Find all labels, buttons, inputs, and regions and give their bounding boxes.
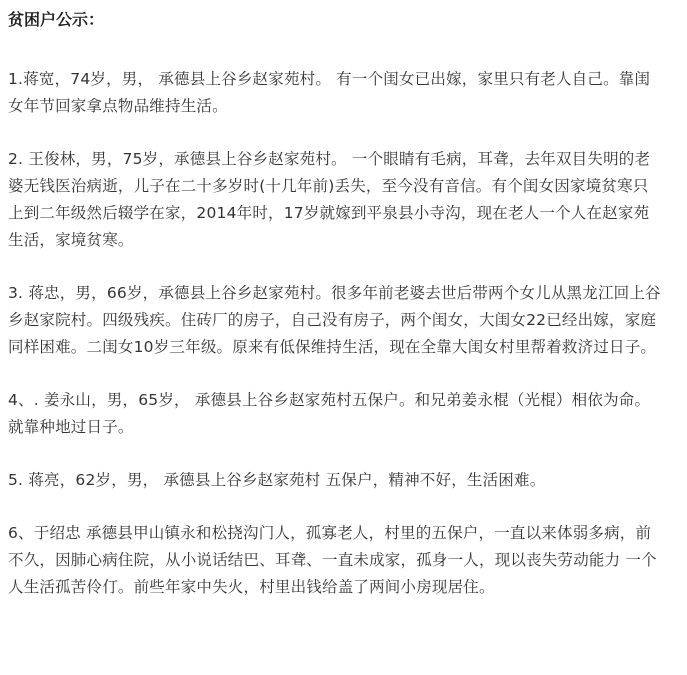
list-item-2: 2. 王俊林，男，75岁，承德县上谷乡赵家苑村。 一个眼睛有毛病，耳聋，去年双目失明的老婆无钱医治病逝，儿子在二十多岁时(十几年前)丢失，至今没有音信。有个闺女因家境贫寒只上到二年级然后辍学在家，2014年时，17岁就嫁到平泉县小寺沟，现在老人一个人在赵家苑生活，家境贫寒。	[8, 150, 651, 249]
list-item-1: 1.蒋宽，74岁，男， 承德县上谷乡赵家苑村。 有一个闺女已出嫁，家里只有老人自己。靠闺女年节回家拿点物品维持生活。	[8, 70, 651, 115]
list-item-6: 6、于绍忠 承德县甲山镇永和松挠沟门人，孤寡老人，村里的五保户，一直以来体弱多病，前不久，因肺心病住院，从小说话结巴、耳聋、一直未成家，孤身一人，现以丧失劳动能力 一个人生活孤苦伶仃。前些年家中失火，村里出钱给盖了两间小房现居住。	[8, 524, 657, 596]
list-item-4: 4、. 姜永山，男，65岁， 承德县上谷乡赵家苑村五保户。和兄弟姜永棍（光棍）相依为命。就靠种地过日子。	[8, 391, 651, 436]
list-item-3: 3. 蒋忠，男，66岁，承德县上谷乡赵家苑村。很多年前老婆去世后带两个女儿从黑龙江回上谷乡赵家院村。四级残疾。住砖厂的房子，自己没有房子，两个闺女，大闺女22已经出嫁，家庭同样困难。二闺女10岁三年级。原来有低保维持生活，现在全靠大闺女村里帮着救济过日子。	[8, 284, 661, 356]
list-item-5: 5. 蒋亮，62岁，男， 承德县上谷乡赵家苑村 五保户，精神不好，生活困难。	[8, 471, 546, 489]
page-title: 贫困户公示：	[8, 10, 105, 29]
